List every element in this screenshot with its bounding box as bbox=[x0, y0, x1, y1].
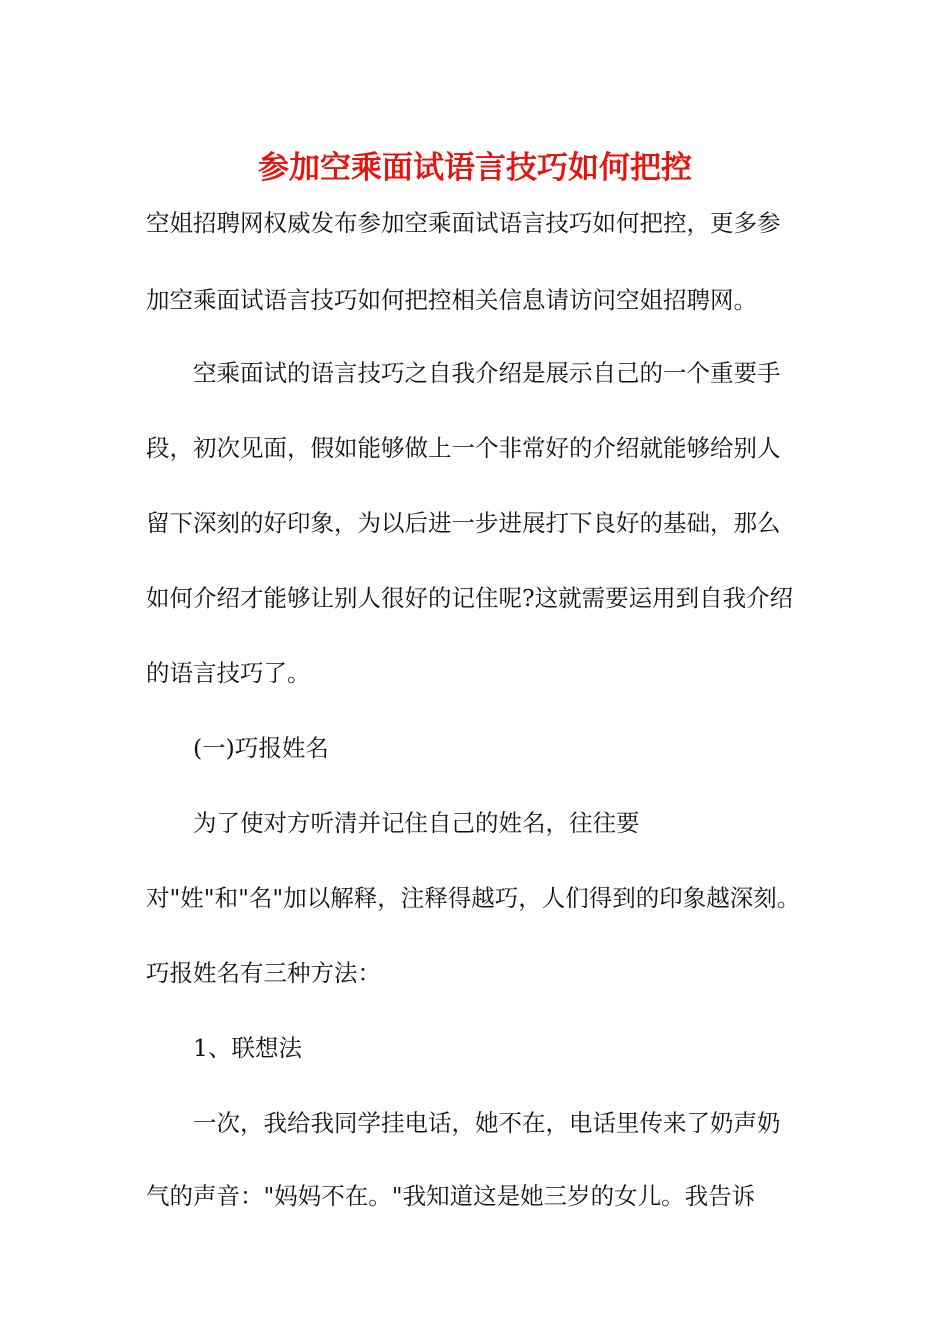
paragraph-line: 气的声音："妈妈不在。"我知道这是她三岁的女儿。我告诉 bbox=[146, 1182, 756, 1210]
list-heading: 1、联想法 bbox=[193, 1034, 302, 1062]
document-title: 参加空乘面试语言技巧如何把控 bbox=[258, 150, 692, 186]
paragraph-line: 为了使对方听清并记住自己的姓名，往往要 bbox=[193, 809, 640, 837]
paragraph-line: 巧报姓名有三种方法： bbox=[146, 959, 381, 987]
paragraph-line: 空姐招聘网权威发布参加空乘面试语言技巧如何把控，更多参 bbox=[146, 209, 781, 237]
paragraph-line: 空乘面试的语言技巧之自我介绍是展示自己的一个重要手 bbox=[193, 359, 781, 387]
paragraph-line: 的语言技巧了。 bbox=[146, 659, 311, 687]
paragraph-line: 一次，我给我同学挂电话，她不在，电话里传来了奶声奶 bbox=[193, 1109, 781, 1137]
paragraph-line: 如何介绍才能够让别人很好的记住呢?这就需要运用到自我介绍 bbox=[146, 584, 794, 612]
section-heading: (一)巧报姓名 bbox=[193, 734, 329, 762]
paragraph-line: 加空乘面试语言技巧如何把控相关信息请访问空姐招聘网。 bbox=[146, 286, 757, 314]
paragraph-line: 对"姓"和"名"加以解释，注释得越巧，人们得到的印象越深刻。 bbox=[146, 884, 801, 912]
paragraph-line: 段，初次见面，假如能够做上一个非常好的介绍就能够给别人 bbox=[146, 434, 781, 462]
paragraph-line: 留下深刻的好印象，为以后进一步进展打下良好的基础，那么 bbox=[146, 509, 781, 537]
